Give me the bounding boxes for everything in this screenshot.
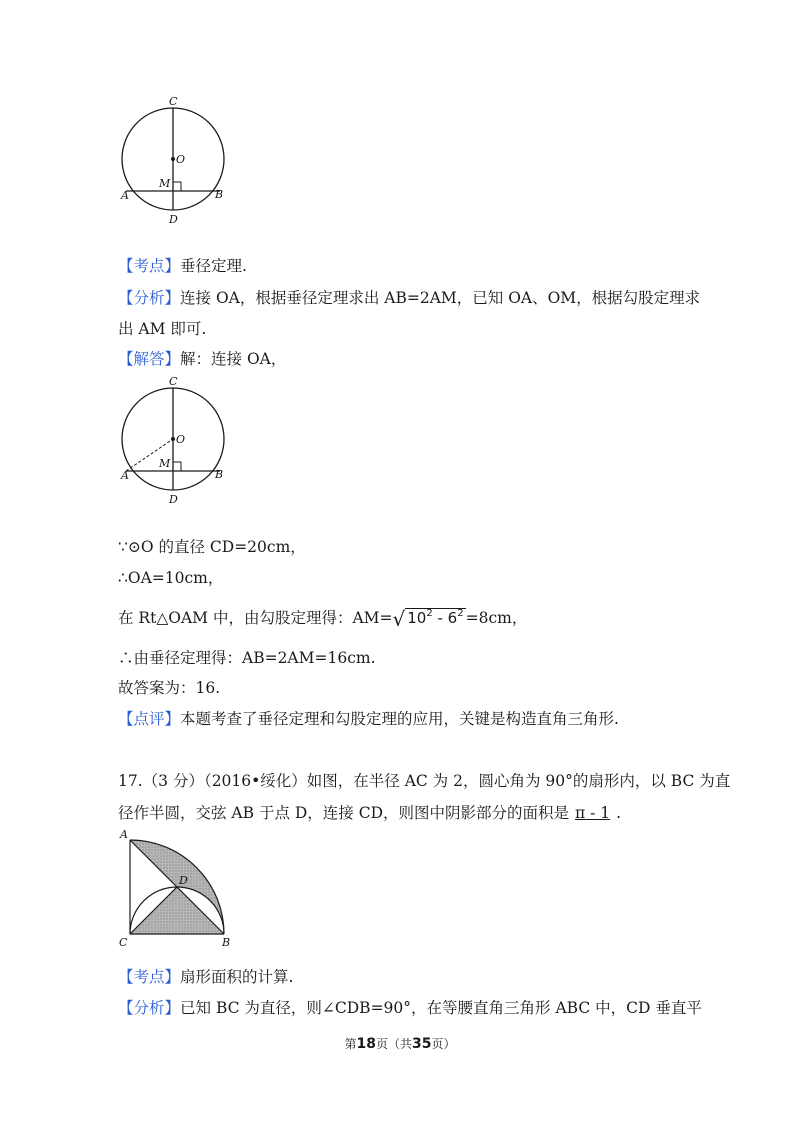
- center-point: [171, 157, 175, 161]
- kaodian-text-2: 扇形面积的计算.: [180, 968, 294, 986]
- solution-line-2: ∴OA=10cm，: [118, 569, 224, 587]
- footer-suffix: 页）: [431, 1037, 456, 1051]
- kaodian-text: 垂径定理.: [180, 257, 247, 275]
- label-o: O: [176, 433, 186, 446]
- exp-b: 2: [457, 608, 464, 619]
- solution-line-3: [118, 604, 527, 629]
- jieda-line: [118, 349, 286, 369]
- label-a: A: [120, 828, 128, 841]
- fenxi-text-1: 连接 OA，根据垂径定理求出 AB=2AM，已知 OA、OM，根据勾股定理求: [180, 289, 701, 307]
- kaodian-tag-2: 【考点】: [118, 968, 181, 986]
- page-footer: [0, 1035, 800, 1052]
- solution-line-1: ∵⊙O 的直径 CD=20cm，: [118, 538, 306, 556]
- label-m: M: [159, 177, 171, 190]
- footer-middle: 页（共: [375, 1037, 412, 1051]
- footer-page: 18: [356, 1036, 376, 1052]
- label-c: C: [169, 95, 178, 108]
- right-angle-mark: [173, 182, 181, 191]
- fenxi-tag-2: 【分析】: [118, 999, 181, 1017]
- label-c: C: [119, 936, 128, 949]
- label-m: M: [159, 457, 171, 470]
- dianping-tag: 【点评】: [118, 710, 181, 728]
- line3-prefix: 在 Rt△OAM 中，由勾股定理得：AM=: [118, 609, 393, 627]
- sector-figure: [112, 828, 242, 950]
- fenxi-line-2: [118, 319, 206, 339]
- footer-total: 35: [412, 1036, 432, 1052]
- label-c: C: [169, 375, 178, 388]
- solution-line-4: ∴由垂径定理得：AB=2AM=16cm.: [118, 649, 376, 667]
- line3-suffix: =8cm，: [465, 609, 528, 627]
- question-17-suffix: .: [616, 804, 622, 822]
- fenxi-tag: 【分析】: [118, 289, 181, 307]
- label-d: D: [179, 874, 188, 887]
- label-b: B: [222, 936, 231, 949]
- answer-blank: π - 1: [575, 804, 611, 822]
- circle-figure-2: [112, 372, 242, 512]
- circle-figure-1: [112, 92, 242, 232]
- fenxi-line-3: [118, 998, 702, 1018]
- footer-prefix: 第: [344, 1037, 357, 1051]
- question-17-line-2: [118, 803, 621, 823]
- fenxi-text-2: 出 AM 即可.: [118, 320, 207, 338]
- jieda-text: 解：连接 OA，: [180, 350, 287, 368]
- center-point: [171, 437, 175, 441]
- kaodian-line-2: [118, 967, 293, 987]
- fenxi-line-1: [118, 288, 700, 308]
- label-a: A: [121, 189, 129, 202]
- label-d: D: [169, 493, 178, 506]
- solution-line-5: 故答案为：16.: [118, 679, 221, 697]
- fenxi-text-3: 已知 BC 为直径，则∠CDB=90°，在等腰直角三角形 ABC 中，CD 垂直平: [180, 999, 702, 1017]
- label-b: B: [215, 188, 224, 201]
- dianping-text: 本题考查了垂径定理和勾股定理的应用，关键是构造直角三角形.: [180, 710, 619, 728]
- question-17-text-2: 径作半圆，交弦 AB 于点 D，连接 CD，则图中阴影部分的面积是: [118, 804, 570, 822]
- kaodian-line-1: [118, 256, 247, 276]
- label-o: O: [176, 153, 186, 166]
- kaodian-tag: 【考点】: [118, 257, 181, 275]
- question-17-line-1: 17.（3 分）（2016•绥化）如图，在半径 AC 为 2，圆心角为 90°的扇形内，以 BC 为直: [118, 772, 731, 790]
- label-d: D: [169, 213, 178, 226]
- label-b: B: [215, 468, 224, 481]
- dianping-line: [118, 709, 619, 729]
- radicand-minus: - 6: [432, 609, 458, 627]
- right-angle-mark: [173, 462, 181, 471]
- label-a: A: [121, 469, 129, 482]
- jieda-tag: 【解答】: [118, 350, 181, 368]
- radicand-a: 10: [407, 609, 427, 627]
- sqrt-expression: √ $10^2 - 6^2$: [392, 607, 464, 631]
- exp-a: 2: [426, 608, 433, 619]
